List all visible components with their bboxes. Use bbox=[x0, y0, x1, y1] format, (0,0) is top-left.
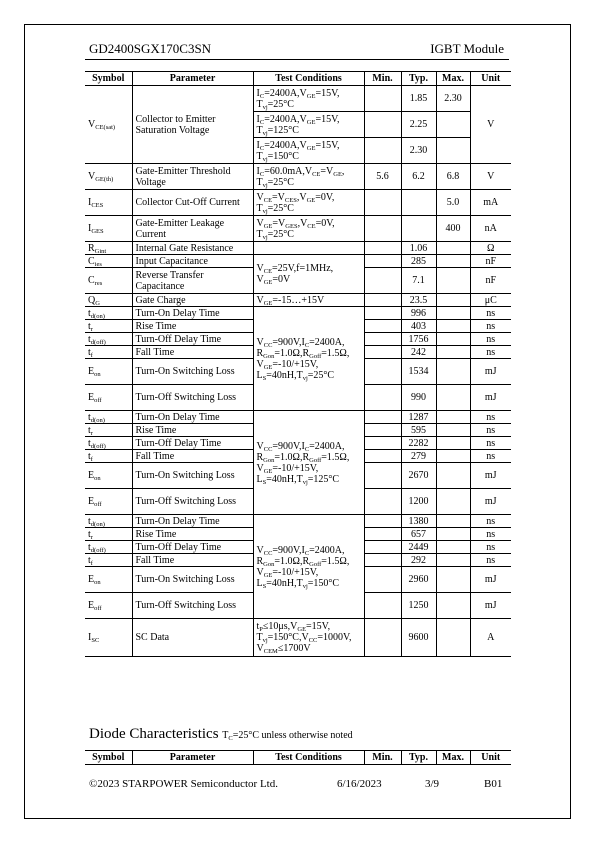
param-iges: Gate-Emitter Leakage Current bbox=[132, 216, 253, 242]
param-switching: Fall Time bbox=[132, 450, 253, 463]
cond-switching: $V_{CC}=900V,I_C=2400A$, $R_{Gon}=1.0\Omega,R_{Goff}=1.5\Omega$, $V_{GE}=-10/+15V$, $L_S=40nH,T_{vj}=125^\circ C$ bbox=[253, 411, 364, 515]
symbol-switching: $t_{d(on)}$ bbox=[85, 307, 132, 320]
symbol-rgint: $R_{Gint}$ bbox=[85, 242, 132, 255]
diode-section-title: Diode Characteristics $T_C=25^\circ C$ unless otherwise noted bbox=[89, 726, 353, 742]
max-vgeth: 6.8 bbox=[436, 164, 470, 190]
max-vcesat-25: 2.30 bbox=[436, 86, 470, 112]
param-vcesat: Collector to Emitter Saturation Voltage bbox=[132, 86, 253, 164]
param-isc: SC Data bbox=[132, 619, 253, 657]
unit-iges: nA bbox=[470, 216, 511, 242]
unit-switching: mJ bbox=[470, 567, 511, 593]
param-switching: Rise Time bbox=[132, 320, 253, 333]
min-vgeth: 5.6 bbox=[364, 164, 401, 190]
typ-switching: 242 bbox=[401, 346, 436, 359]
param-vgeth: Gate-Emitter Threshold Voltage bbox=[132, 164, 253, 190]
typ-switching: 595 bbox=[401, 424, 436, 437]
typ-switching: 1380 bbox=[401, 515, 436, 528]
table-row bbox=[85, 515, 511, 528]
unit-switching: ns bbox=[470, 411, 511, 424]
cond-vcesat-150: $I_C=2400A,V_{GE}=15V$, $T_{vj}=150^\circ C$ bbox=[253, 138, 364, 164]
col-unit: Unit bbox=[470, 751, 511, 765]
unit-switching: ns bbox=[470, 541, 511, 554]
param-rgint: Internal Gate Resistance bbox=[132, 242, 253, 255]
symbol-switching: $t_{d(on)}$ bbox=[85, 411, 132, 424]
param-switching: Turn-Off Switching Loss bbox=[132, 385, 253, 411]
unit-cres: nF bbox=[470, 268, 511, 294]
col-test-conditions: Test Conditions bbox=[253, 72, 364, 86]
table-row bbox=[85, 294, 511, 307]
param-switching: Turn-Off Delay Time bbox=[132, 541, 253, 554]
col-typ: Typ. bbox=[401, 72, 436, 86]
symbol-switching: $t_r$ bbox=[85, 528, 132, 541]
symbol-vcesat: $V_{CE(sat)}$ bbox=[85, 86, 132, 164]
symbol-ices: $I_{CES}$ bbox=[85, 190, 132, 216]
param-ices: Collector Cut-Off Current bbox=[132, 190, 253, 216]
symbol-switching: $E_{on}$ bbox=[85, 359, 132, 385]
col-parameter: Parameter bbox=[132, 751, 253, 765]
typ-vcesat-25: 1.85 bbox=[401, 86, 436, 112]
igbt-characteristics-table bbox=[85, 71, 511, 657]
symbol-switching: $E_{off}$ bbox=[85, 593, 132, 619]
param-cres: Reverse Transfer Capacitance bbox=[132, 268, 253, 294]
param-switching: Rise Time bbox=[132, 528, 253, 541]
symbol-switching: $E_{on}$ bbox=[85, 567, 132, 593]
typ-switching: 990 bbox=[401, 385, 436, 411]
col-symbol: Symbol bbox=[85, 751, 132, 765]
table-row bbox=[85, 164, 511, 190]
symbol-switching: $E_{off}$ bbox=[85, 385, 132, 411]
symbol-isc: $I_{SC}$ bbox=[85, 619, 132, 657]
col-parameter: Parameter bbox=[132, 72, 253, 86]
footer-date: 6/16/2023 bbox=[337, 778, 382, 790]
unit-switching: ns bbox=[470, 307, 511, 320]
cond-isc: $t_P\le 10\mu s,V_{GE}=15V$, $T_{vj}=150^\circ C,V_{CC}=1000V$, $V_{CEM}\le 1700V$ bbox=[253, 619, 364, 657]
unit-vcesat: V bbox=[470, 86, 511, 164]
cond-qg: $V_{GE}=-15\dots+15V$ bbox=[253, 294, 364, 307]
footer-page: 3/9 bbox=[425, 778, 440, 790]
typ-cies: 285 bbox=[401, 255, 436, 268]
symbol-switching: $t_r$ bbox=[85, 320, 132, 333]
typ-switching: 279 bbox=[401, 450, 436, 463]
unit-switching: mJ bbox=[470, 385, 511, 411]
unit-switching: ns bbox=[470, 333, 511, 346]
symbol-switching: $E_{on}$ bbox=[85, 463, 132, 489]
col-max: Max. bbox=[436, 751, 470, 765]
typ-isc: 9600 bbox=[401, 619, 436, 657]
col-min: Min. bbox=[364, 751, 401, 765]
table-row bbox=[85, 255, 511, 268]
typ-vcesat-125: 2.25 bbox=[401, 112, 436, 138]
param-switching: Fall Time bbox=[132, 346, 253, 359]
typ-switching: 403 bbox=[401, 320, 436, 333]
cond-vgeth: $I_C=60.0mA,V_{CE}=V_{GE}$, $T_{vj}=25^\circ C$ bbox=[253, 164, 364, 190]
table-header-row bbox=[85, 751, 511, 765]
typ-switching: 1756 bbox=[401, 333, 436, 346]
param-switching: Turn-Off Delay Time bbox=[132, 437, 253, 450]
col-test-conditions: Test Conditions bbox=[253, 751, 364, 765]
unit-isc: A bbox=[470, 619, 511, 657]
table-row bbox=[85, 411, 511, 424]
cond-vcesat-125: $I_C=2400A,V_{GE}=15V$, $T_{vj}=125^\circ C$ bbox=[253, 112, 364, 138]
typ-switching: 657 bbox=[401, 528, 436, 541]
cond-capacitance: $V_{CE}=25V,f=1MHz$, $V_{GE}=0V$ bbox=[253, 255, 364, 294]
typ-switching: 1250 bbox=[401, 593, 436, 619]
param-switching: Turn-On Delay Time bbox=[132, 307, 253, 320]
typ-switching: 2449 bbox=[401, 541, 436, 554]
col-typ: Typ. bbox=[401, 751, 436, 765]
symbol-switching: $t_r$ bbox=[85, 424, 132, 437]
unit-switching: ns bbox=[470, 554, 511, 567]
unit-switching: ns bbox=[470, 437, 511, 450]
typ-switching: 1534 bbox=[401, 359, 436, 385]
symbol-iges: $I_{GES}$ bbox=[85, 216, 132, 242]
typ-switching: 1287 bbox=[401, 411, 436, 424]
table-header-row bbox=[85, 72, 511, 86]
table-row bbox=[85, 242, 511, 255]
symbol-cres: $C_{res}$ bbox=[85, 268, 132, 294]
diode-table-header bbox=[85, 750, 511, 765]
param-switching: Rise Time bbox=[132, 424, 253, 437]
symbol-switching: $E_{off}$ bbox=[85, 489, 132, 515]
header-rule bbox=[85, 59, 509, 60]
cond-iges: $V_{GE}=V_{GES},V_{CE}=0V$, $T_{vj}=25^\circ C$ bbox=[253, 216, 364, 242]
typ-switching: 2670 bbox=[401, 463, 436, 489]
typ-vcesat-150: 2.30 bbox=[401, 138, 436, 164]
param-cies: Input Capacitance bbox=[132, 255, 253, 268]
param-switching: Turn-On Delay Time bbox=[132, 411, 253, 424]
symbol-vgeth: $V_{GE(th)}$ bbox=[85, 164, 132, 190]
typ-rgint: 1.06 bbox=[401, 242, 436, 255]
col-unit: Unit bbox=[470, 72, 511, 86]
symbol-switching: $t_{d(off)}$ bbox=[85, 333, 132, 346]
table-row bbox=[85, 86, 511, 112]
typ-switching: 2960 bbox=[401, 567, 436, 593]
typ-switching: 996 bbox=[401, 307, 436, 320]
unit-switching: ns bbox=[470, 320, 511, 333]
param-switching: Turn-Off Delay Time bbox=[132, 333, 253, 346]
unit-vgeth: V bbox=[470, 164, 511, 190]
unit-switching: ns bbox=[470, 528, 511, 541]
param-switching: Turn-Off Switching Loss bbox=[132, 593, 253, 619]
symbol-switching: $t_f$ bbox=[85, 346, 132, 359]
symbol-switching: $t_f$ bbox=[85, 554, 132, 567]
param-qg: Gate Charge bbox=[132, 294, 253, 307]
table-row bbox=[85, 619, 511, 657]
footer-revision: B01 bbox=[484, 778, 503, 790]
unit-qg: μC bbox=[470, 294, 511, 307]
param-switching: Turn-On Switching Loss bbox=[132, 359, 253, 385]
col-symbol: Symbol bbox=[85, 72, 132, 86]
unit-switching: mJ bbox=[470, 463, 511, 489]
symbol-switching: $t_{d(off)}$ bbox=[85, 541, 132, 554]
symbol-switching: $t_f$ bbox=[85, 450, 132, 463]
cond-switching: $V_{CC}=900V,I_C=2400A$, $R_{Gon}=1.0\Omega,R_{Goff}=1.5\Omega$, $V_{GE}=-10/+15V$, $L_S=40nH,T_{vj}=25^\circ C$ bbox=[253, 307, 364, 411]
module-type: IGBT Module bbox=[430, 41, 504, 56]
cond-ices: $V_{CE}=V_{CES},V_{GE}=0V$, $T_{vj}=25^\circ C$ bbox=[253, 190, 364, 216]
max-iges: 400 bbox=[436, 216, 470, 242]
cond-switching: $V_{CC}=900V,I_C=2400A$, $R_{Gon}=1.0\Omega,R_{Goff}=1.5\Omega$, $V_{GE}=-10/+15V$, $L_S=40nH,T_{vj}=150^\circ C$ bbox=[253, 515, 364, 619]
unit-switching: mJ bbox=[470, 489, 511, 515]
param-switching: Turn-On Switching Loss bbox=[132, 463, 253, 489]
unit-cies: nF bbox=[470, 255, 511, 268]
table-row bbox=[85, 216, 511, 242]
max-ices: 5.0 bbox=[436, 190, 470, 216]
symbol-qg: $Q_G$ bbox=[85, 294, 132, 307]
param-switching: Turn-Off Switching Loss bbox=[132, 489, 253, 515]
typ-vgeth: 6.2 bbox=[401, 164, 436, 190]
unit-ices: mA bbox=[470, 190, 511, 216]
footer-copyright: ©2023 STARPOWER Semiconductor Ltd. bbox=[89, 778, 278, 790]
cond-vcesat-25: $I_C=2400A,V_{GE}=15V$, $T_{vj}=25^\circ C$ bbox=[253, 86, 364, 112]
param-switching: Turn-On Switching Loss bbox=[132, 567, 253, 593]
unit-switching: ns bbox=[470, 515, 511, 528]
param-switching: Fall Time bbox=[132, 554, 253, 567]
symbol-switching: $t_{d(off)}$ bbox=[85, 437, 132, 450]
part-number: GD2400SGX170C3SN bbox=[89, 41, 212, 56]
unit-switching: ns bbox=[470, 424, 511, 437]
typ-cres: 7.1 bbox=[401, 268, 436, 294]
unit-switching: ns bbox=[470, 450, 511, 463]
col-min: Min. bbox=[364, 72, 401, 86]
table-row bbox=[85, 307, 511, 320]
param-switching: Turn-On Delay Time bbox=[132, 515, 253, 528]
unit-switching: mJ bbox=[470, 359, 511, 385]
unit-switching: ns bbox=[470, 346, 511, 359]
typ-switching: 1200 bbox=[401, 489, 436, 515]
col-max: Max. bbox=[436, 72, 470, 86]
symbol-cies: $C_{ies}$ bbox=[85, 255, 132, 268]
unit-switching: mJ bbox=[470, 593, 511, 619]
table-row bbox=[85, 190, 511, 216]
typ-switching: 292 bbox=[401, 554, 436, 567]
typ-switching: 2282 bbox=[401, 437, 436, 450]
unit-rgint: Ω bbox=[470, 242, 511, 255]
typ-qg: 23.5 bbox=[401, 294, 436, 307]
symbol-switching: $t_{d(on)}$ bbox=[85, 515, 132, 528]
